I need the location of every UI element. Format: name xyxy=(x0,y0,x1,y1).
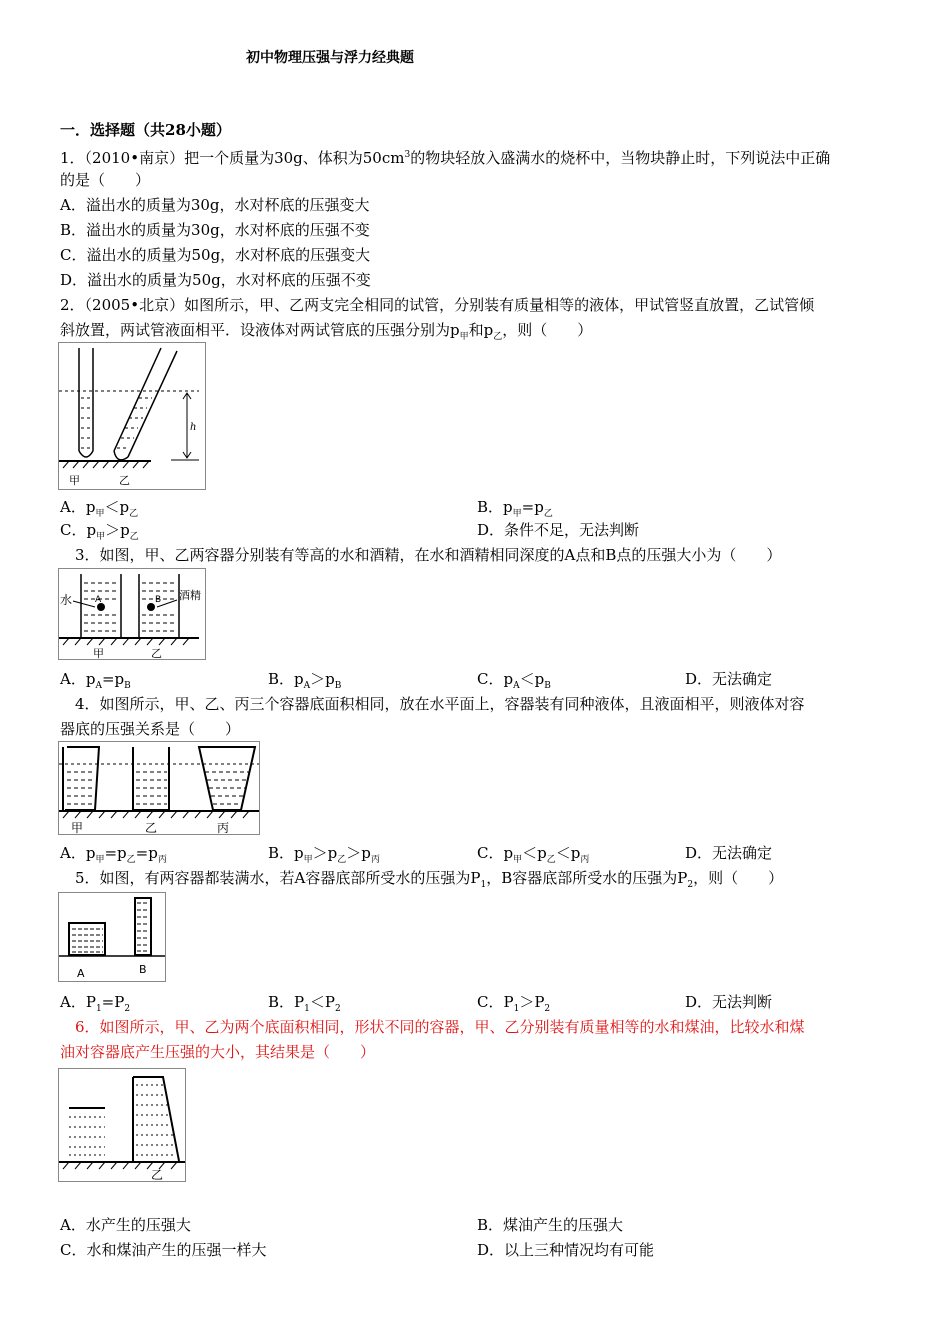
q1-stem-line1: 1．（2010•南京）把一个质量为30g、体积为$50cm^3$的物块轻放入盛满水的烧杯中，当物块静止时，下列说法中正确 xyxy=(60,149,831,167)
section-heading: 一．选择题（共28小题） xyxy=(60,121,231,139)
q2-figure xyxy=(58,342,206,490)
q3-option-a[interactable]: A．$p_A=p_B$ xyxy=(60,670,131,691)
q4-figure xyxy=(58,741,260,835)
q1-option-d[interactable]: D．溢出水的质量为50g，水对杯底的压强不变 xyxy=(60,271,371,289)
q2-fig-label-h: h xyxy=(190,422,197,433)
q2-stem-line1: 2．（2005•北京）如图所示，甲、乙两支完全相同的试管，分别装有质量相等的液体，甲试管竖直放置，乙试管倾 xyxy=(60,296,815,314)
q5-fig-label-b: B xyxy=(139,963,147,976)
q3-stem-line1: 3．如图，甲、乙两容器分别装有等高的水和酒精，在水和酒精相同深度的A点和B点的压强大小为（ ） xyxy=(75,546,782,564)
q3-fig-label-water: 水 xyxy=(60,593,73,607)
q4-fig-label-bing: 丙 xyxy=(217,821,230,834)
q6-option-b[interactable]: B．煤油产生的压强大 xyxy=(477,1216,624,1234)
q6-fig-label-yi: 乙 xyxy=(151,1168,164,1181)
q6-stem-line2: 油对容器底产生压强的大小，其结果是（ ） xyxy=(60,1043,376,1061)
q2-option-d[interactable]: D．条件不足，无法判断 xyxy=(477,521,640,539)
q4-fig-label-jia: 甲 xyxy=(71,821,84,834)
q3-option-c[interactable]: C．$p_A<p_B$ xyxy=(477,670,551,691)
page-title: 初中物理压强与浮力经典题 xyxy=(246,50,414,66)
q4-option-d[interactable]: D．无法确定 xyxy=(685,844,773,862)
q6-figure xyxy=(58,1068,186,1182)
q5-option-d[interactable]: D．无法判断 xyxy=(685,993,773,1011)
q2-option-b[interactable]: B．$p_甲=p_乙$ xyxy=(477,498,553,519)
q1-stem-line2: 的是（ ） xyxy=(60,171,151,189)
q6-option-d[interactable]: D．以上三种情况均有可能 xyxy=(477,1241,655,1259)
q2-stem-line2: 斜放置，两试管液面相平．设液体对两试管底的压强分别为$p_甲$和$p_乙$，则（ ） xyxy=(60,321,593,342)
q4-option-c[interactable]: C．$p_甲<p_乙<p_丙$ xyxy=(477,844,590,865)
q1-option-c[interactable]: C．溢出水的质量为50g，水对杯底的压强变大 xyxy=(60,246,371,264)
q3-fig-label-jia: 甲 xyxy=(93,647,104,659)
q4-stem-line2: 器底的压强关系是（ ） xyxy=(60,720,241,738)
q5-option-b[interactable]: B．$P_1<P_2$ xyxy=(268,993,341,1014)
q1-option-a[interactable]: A．溢出水的质量为30g，水对杯底的压强变大 xyxy=(60,196,370,214)
q4-fig-label-yi: 乙 xyxy=(145,821,158,834)
q4-stem-line1: 4．如图所示，甲、乙、丙三个容器底面积相同，放在水平面上，容器装有同种液体，且液面相平，则液体对容 xyxy=(75,695,805,713)
q2-fig-label-yi: 乙 xyxy=(119,474,130,487)
q5-figure xyxy=(58,892,166,982)
q1-option-b[interactable]: B．溢出水的质量为30g，水对杯底的压强不变 xyxy=(60,221,370,239)
q5-option-a[interactable]: A．$P_1=P_2$ xyxy=(60,993,131,1014)
q3-option-b[interactable]: B．$p_A>p_B$ xyxy=(268,670,342,691)
q5-fig-label-a: A xyxy=(77,967,85,980)
q3-figure xyxy=(58,568,206,660)
q2-fig-label-jia: 甲 xyxy=(69,474,80,487)
q5-option-c[interactable]: C．$P_1>P_2$ xyxy=(477,993,551,1014)
q3-fig-label-yi: 乙 xyxy=(151,647,162,659)
q5-stem-line1: 5．如图，有两容器都装满水，若A容器底部所受水的压强为$P_1$，B容器底部所受水的压强为$P_2$，则（ ） xyxy=(75,869,784,890)
q3-fig-label-a: A xyxy=(95,595,102,605)
q2-option-a[interactable]: A．$p_甲<p_乙$ xyxy=(60,498,139,519)
q6-stem-line1: 6．如图所示，甲、乙为两个底面积相同，形状不同的容器，甲、乙分别装有质量相等的水和煤油，比较水和煤 xyxy=(75,1018,805,1036)
q3-fig-label-alcohol: 酒精 xyxy=(179,589,201,602)
q6-option-a[interactable]: A．水产生的压强大 xyxy=(60,1216,191,1234)
q6-option-c[interactable]: C．水和煤油产生的压强一样大 xyxy=(60,1241,267,1259)
q3-fig-label-b: B xyxy=(155,595,162,605)
q2-option-c[interactable]: C．$p_甲>p_乙$ xyxy=(60,521,139,542)
q4-option-a[interactable]: A．$p_甲=p_乙=p_丙$ xyxy=(60,844,167,865)
q3-option-d[interactable]: D．无法确定 xyxy=(685,670,773,688)
q4-option-b[interactable]: B．$p_甲>p_乙>p_丙$ xyxy=(268,844,380,865)
